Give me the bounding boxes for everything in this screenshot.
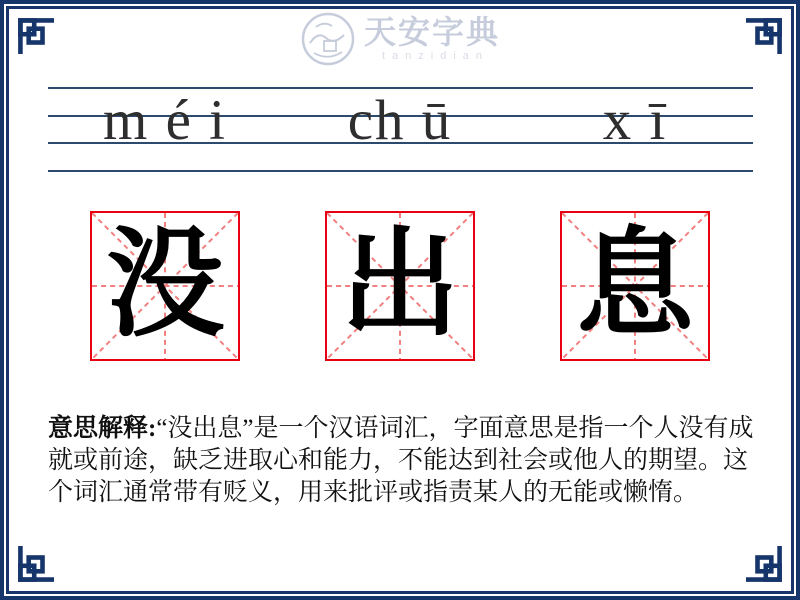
pinyin-guide-line [48,170,753,172]
hanzi-character: 出 [340,220,459,351]
pinyin-syllable: x ī [602,89,668,152]
brand-text-block [363,13,500,63]
character-box [560,211,710,361]
character-box [90,211,240,361]
pinyin-syllable: ch ū [347,89,453,152]
brand-title: 天安字典 [363,13,500,50]
brand-subtitle: tanzidian [381,50,490,63]
hanzi-character: 息 [575,220,694,351]
definition-paragraph [48,413,760,509]
seal-logo-icon [300,11,356,67]
hanzi-character: 没 [105,220,224,351]
fretwork-corner-icon [746,546,792,592]
character-box [325,211,475,361]
definition-label: 意思解释: [48,415,157,442]
definition-text: “没出息”是一个汉语词汇，字面意思是指一个人没有成就或前途，缺乏进取心和能力，不能达到社会或他人的期望。这个词汇通常带有贬义，用来批评或指责某人的无能或懒惰。 [48,415,754,506]
fretwork-corner-icon [8,546,54,592]
brand-logo [0,11,800,67]
pinyin-syllable: m é i [103,89,227,152]
